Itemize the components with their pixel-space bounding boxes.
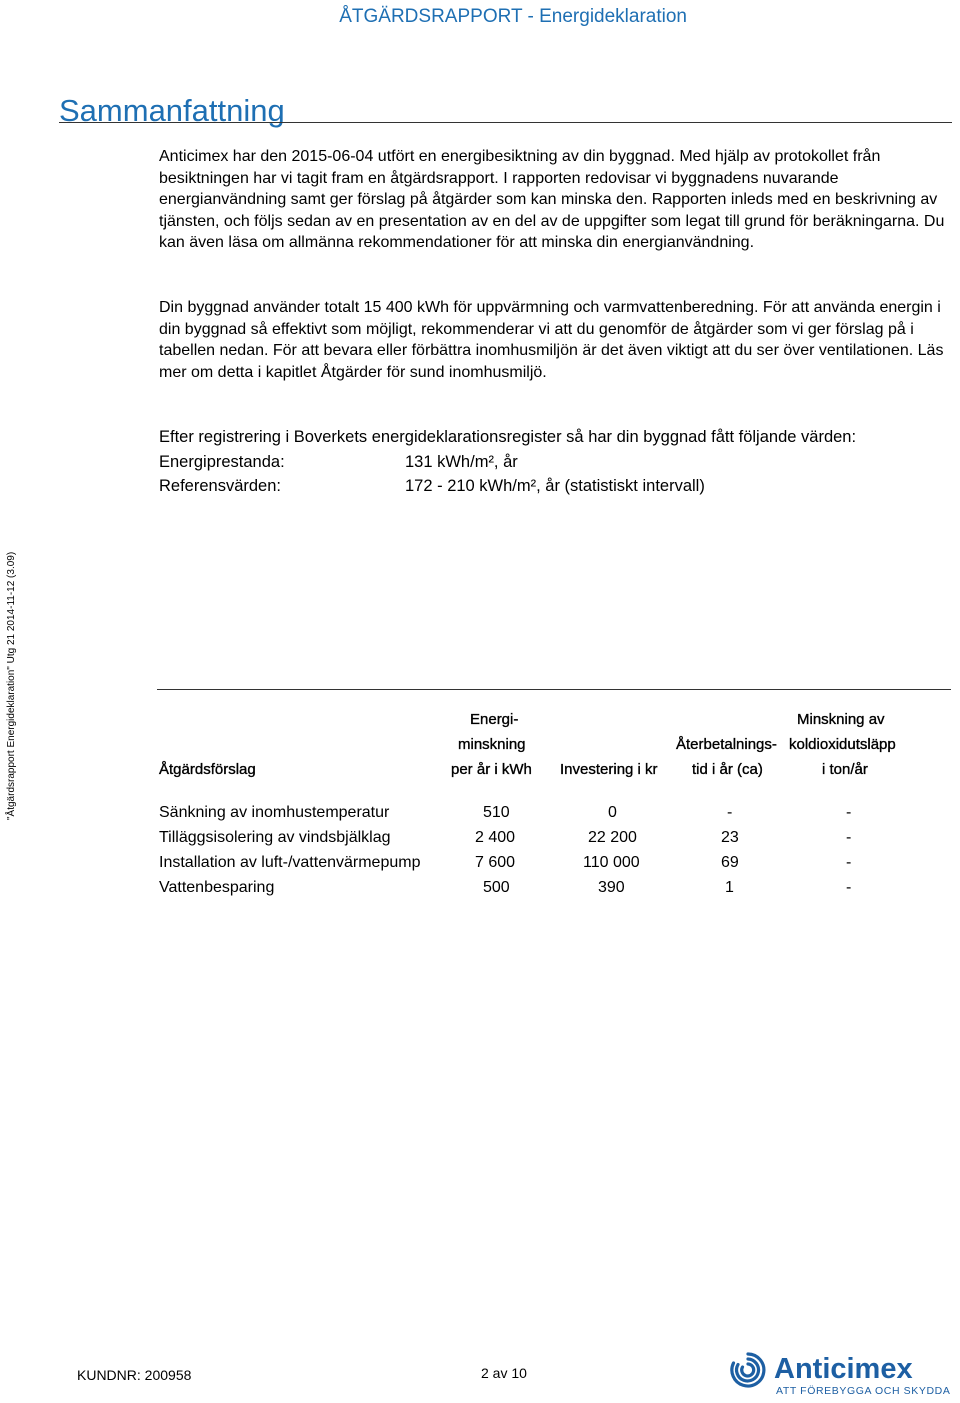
registration-block [159, 425, 949, 499]
row-savings: 2 400 [475, 829, 516, 846]
row-payback: - [727, 804, 733, 821]
row-savings: 500 [483, 879, 510, 896]
reference-values-label: Referensvärden: [159, 477, 281, 495]
row-investment: 110 000 [583, 854, 640, 871]
header-co2-line2: koldioxidutsläpp [789, 736, 896, 753]
row-payback: 23 [721, 829, 739, 846]
energy-performance-row [159, 450, 949, 475]
page-heading: Sammanfattning [59, 92, 285, 128]
customer-number: KUNDNR: 200958 [77, 1367, 192, 1383]
reference-values-row [159, 474, 949, 499]
document-header-title: ÅTGÄRDSRAPPORT - Energideklaration [339, 6, 687, 27]
row-investment: 0 [608, 804, 617, 821]
header-savings-line2: minskning [458, 736, 526, 753]
row-action: Tilläggsisolering av vindsbjälklag [159, 829, 391, 846]
header-co2-line1: Minskning av [797, 711, 885, 728]
table-top-rule [157, 689, 951, 690]
row-action: Vattenbesparing [159, 879, 275, 896]
header-investment: Investering i kr [560, 761, 658, 778]
header-savings-line3: per år i kWh [451, 761, 532, 778]
registration-paragraph: Efter registrering i Boverkets energideklarationsregister så har din byggnad fått följande värden: [159, 428, 857, 446]
header-action: Åtgärdsförslag [159, 761, 256, 778]
usage-paragraph: Din byggnad använder totalt 15 400 kWh för uppvärmning och varmvattenberedning. För att använda energin i din byggnad så effektivt som möjligt, rekommenderar vi att du genomför de åtgärder som vi ger förslag på i tabellen nedan. För att bevara eller förbättra inomhusmiljön är det även viktigt att du ser över ventilationen. Läs mer om detta i kapitlet Åtgärder för sund inomhusmiljö. [159, 299, 944, 381]
row-co2: - [846, 804, 852, 821]
row-co2: - [846, 854, 852, 871]
row-investment: 390 [598, 879, 625, 896]
row-co2: - [846, 879, 852, 896]
row-action: Sänkning av inomhustemperatur [159, 804, 390, 821]
logo-tagline: ATT FÖREBYGGA OCH SKYDDA [776, 1385, 951, 1397]
row-co2: - [846, 829, 852, 846]
row-investment: 22 200 [588, 829, 637, 846]
intro-paragraph: Anticimex har den 2015-06-04 utfört en energibesiktning av din byggnad. Med hjälp av protokollet från besiktningen har vi tagit fram en åtgärdsrapport. I rapporten redovisar vi byggnadens nuvarande energianvändning samt ger förslag på åtgärder som kan minska den. Rapporten inleds med en beskrivning av tjänsten, och följs sedan av en presentation av en del av de uppgifter som legat till grund för beräkningarna. Du kan även läsa om allmänna rekommendationer för att minska din energianvändning. [159, 148, 945, 251]
energy-performance-label: Energiprestanda: [159, 452, 285, 471]
row-payback: 69 [721, 854, 739, 871]
header-payback-line2: tid i år (ca) [692, 761, 763, 778]
logo-wordmark: Anticimex [774, 1353, 913, 1385]
logo-swirl-icon [732, 1354, 764, 1386]
document-version-side-text: "Åtgärdsrapport Energideklaration" Utg 21 2014-11-12 (3.09) [6, 551, 17, 820]
row-action: Installation av luft-/vattenvärmepump [159, 854, 421, 871]
energy-performance-value: 131 kWh/m², år [405, 452, 518, 471]
anticimex-logo [728, 1350, 956, 1403]
header-payback-line1: Återbetalnings- [676, 736, 777, 753]
header-savings-line1: Energi- [470, 711, 519, 728]
row-payback: 1 [725, 879, 734, 896]
heading-divider [59, 122, 952, 123]
row-savings: 510 [483, 804, 510, 821]
row-savings: 7 600 [475, 854, 516, 871]
reference-values-value: 172 - 210 kWh/m², år (statistiskt intervall) [405, 477, 705, 495]
header-co2-line3: i ton/år [822, 761, 868, 778]
anticimex-logo-graphic [728, 1350, 956, 1398]
page-number: 2 av 10 [481, 1365, 527, 1381]
